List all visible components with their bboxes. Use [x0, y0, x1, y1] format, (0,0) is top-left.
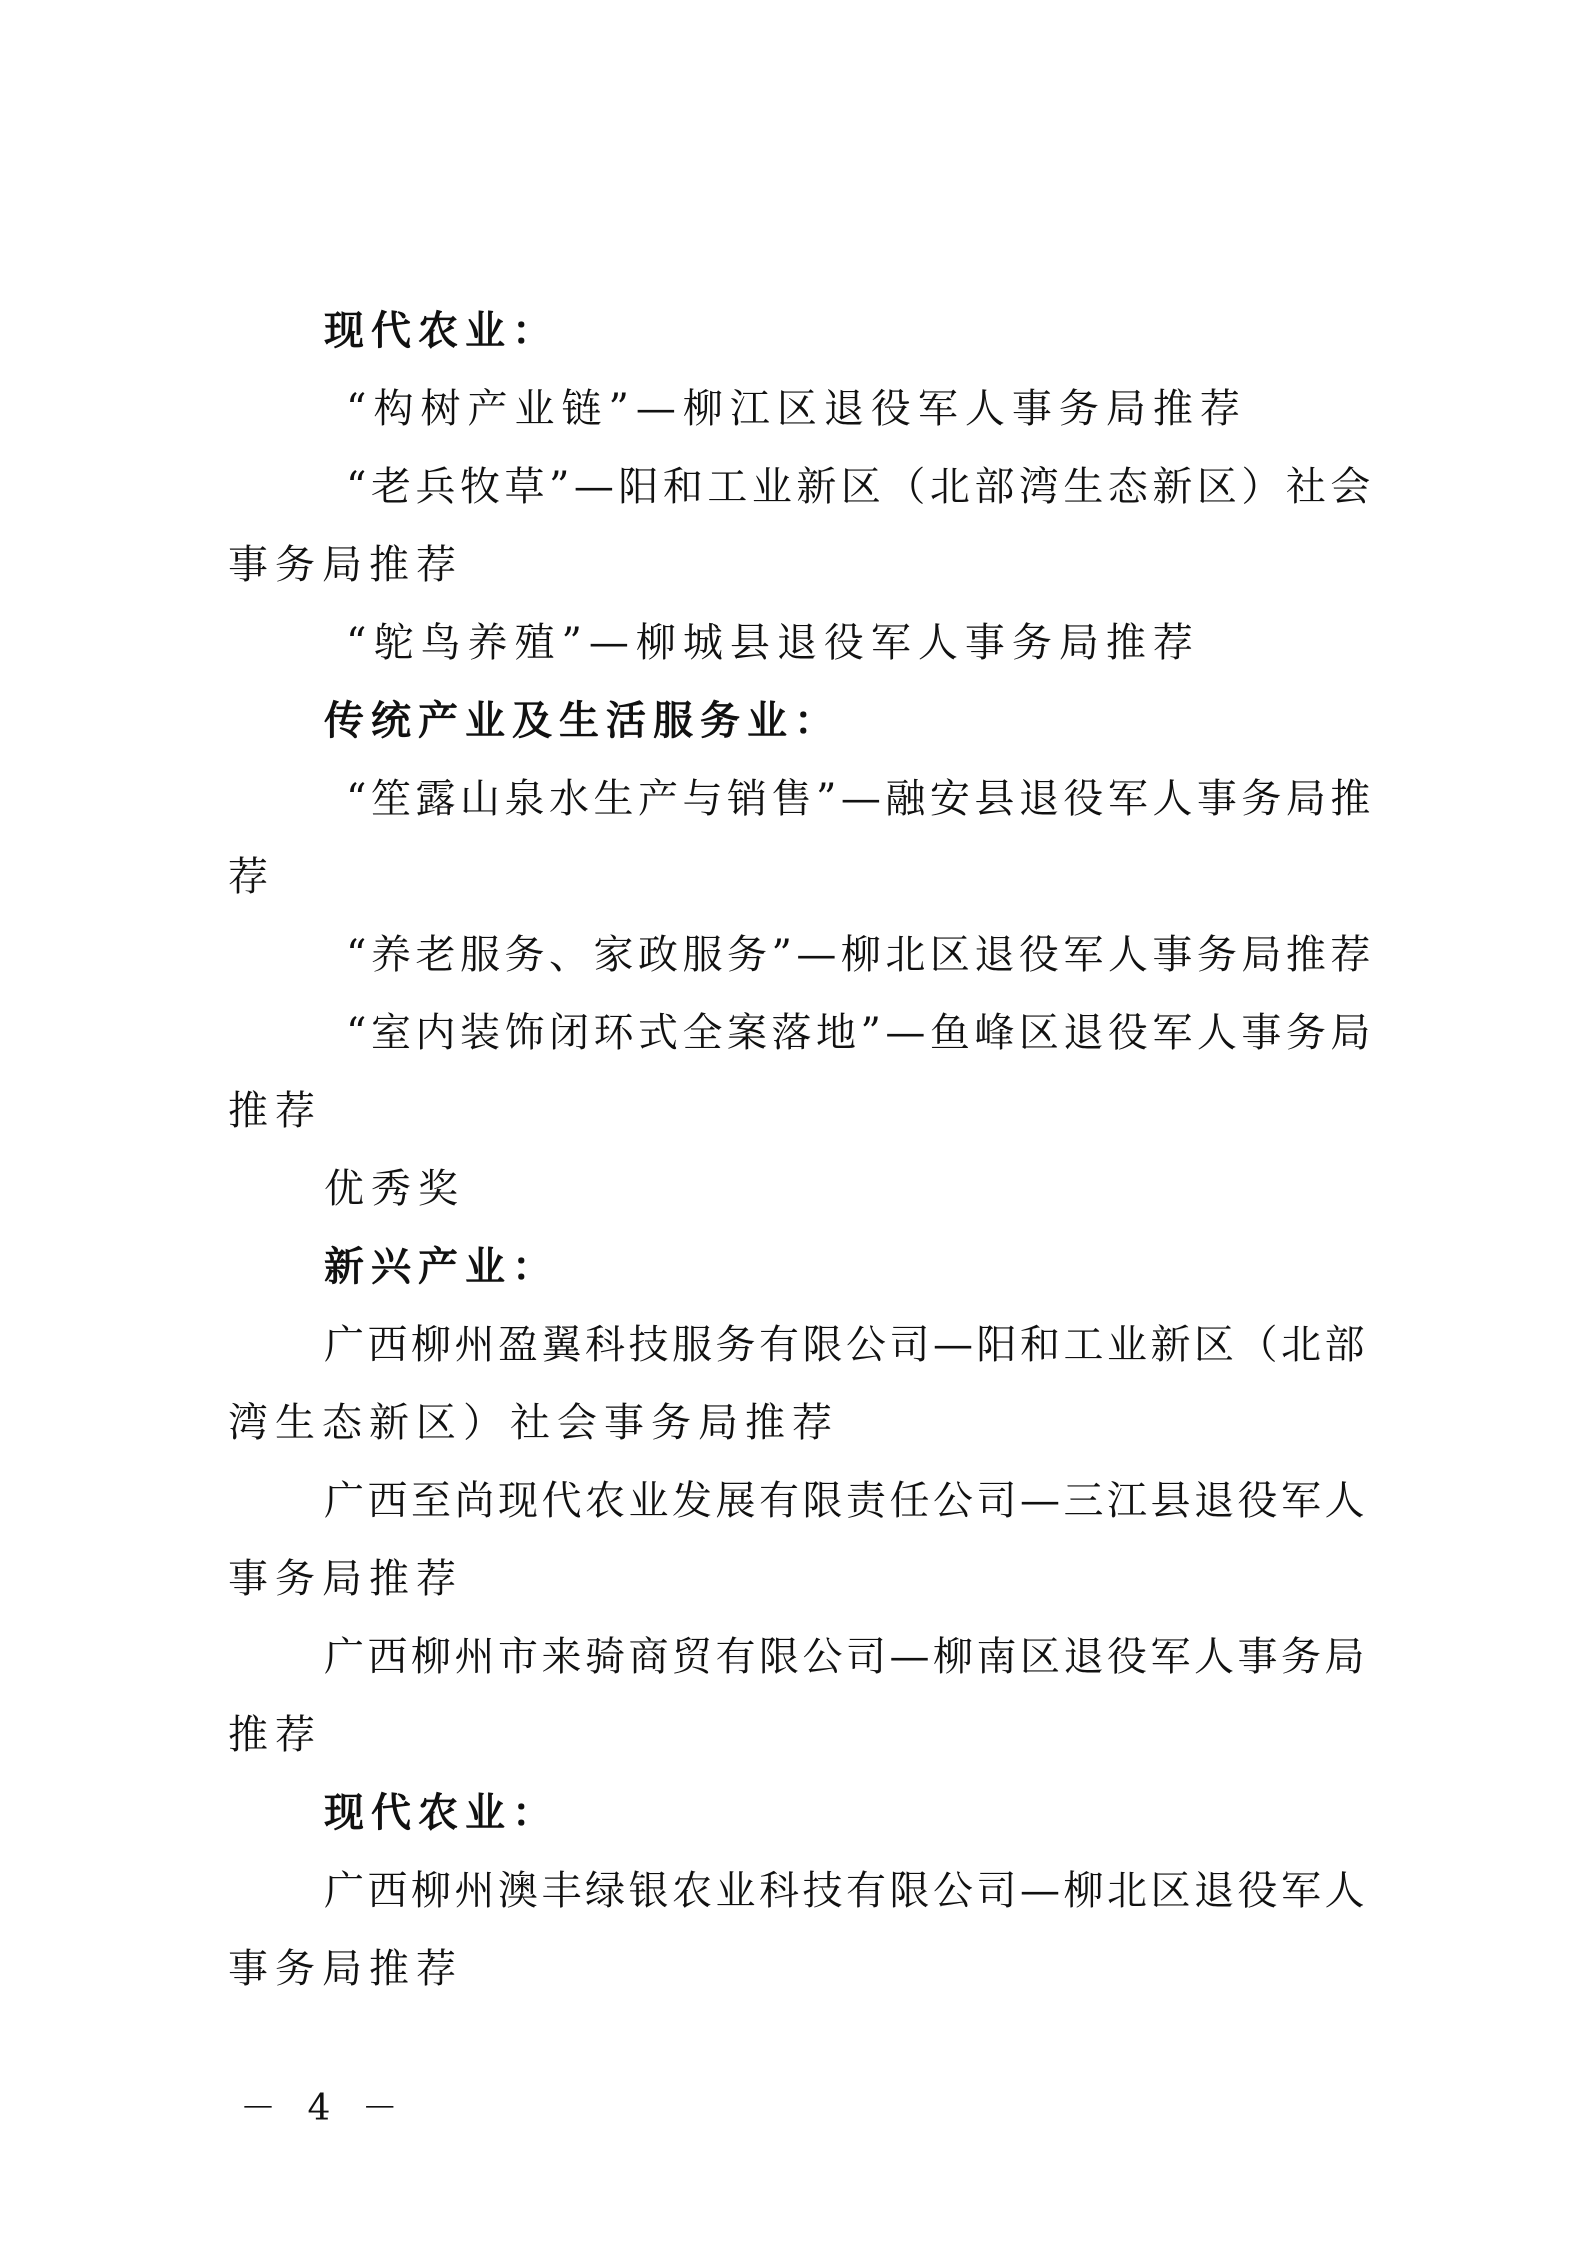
- award-entry-continued: 推荐: [228, 1088, 322, 1134]
- award-entry-continued: 事务局推荐: [228, 1556, 463, 1602]
- award-entry: 广西柳州澳丰绿银农业科技有限公司—柳北区退役军人: [324, 1868, 1368, 1914]
- award-entry: “鸵鸟养殖”—柳城县退役军人事务局推荐: [346, 620, 1200, 666]
- award-entry: “构树产业链”—柳江区退役军人事务局推荐: [346, 386, 1247, 432]
- section-heading-traditional-industry: 传统产业及生活服务业：: [324, 698, 841, 744]
- page-number: － 4 －: [240, 2088, 408, 2129]
- award-entry: 广西至尚现代农业发展有限责任公司—三江县退役军人: [324, 1478, 1368, 1524]
- document-body: [228, 292, 1376, 2008]
- award-entry: 广西柳州盈翼科技服务有限公司—阳和工业新区（北部: [324, 1322, 1368, 1368]
- award-entry-continued: 荐: [228, 854, 275, 900]
- award-entry-continued: 湾生态新区）社会事务局推荐: [228, 1400, 839, 1446]
- section-heading-modern-agriculture: 现代农业：: [324, 1790, 559, 1836]
- award-entry: “养老服务、家政服务”—柳北区退役军人事务局推荐: [346, 932, 1375, 978]
- award-entry-continued: 事务局推荐: [228, 542, 463, 588]
- award-entry: 广西柳州市来骑商贸有限公司—柳南区退役军人事务局: [324, 1634, 1368, 1680]
- award-entry-continued: 推荐: [228, 1712, 322, 1758]
- award-entry-continued: 事务局推荐: [228, 1946, 463, 1992]
- award-entry: “室内装饰闭环式全案落地”—鱼峰区退役军人事务局: [346, 1010, 1375, 1056]
- section-heading-modern-agriculture: 现代农业：: [324, 308, 559, 354]
- award-level-heading: 优秀奖: [324, 1166, 465, 1212]
- section-heading-emerging-industry: 新兴产业：: [324, 1244, 559, 1290]
- award-entry: “笙露山泉水生产与销售”—融安县退役军人事务局推: [346, 776, 1375, 822]
- award-entry: “老兵牧草”—阳和工业新区（北部湾生态新区）社会: [346, 464, 1375, 510]
